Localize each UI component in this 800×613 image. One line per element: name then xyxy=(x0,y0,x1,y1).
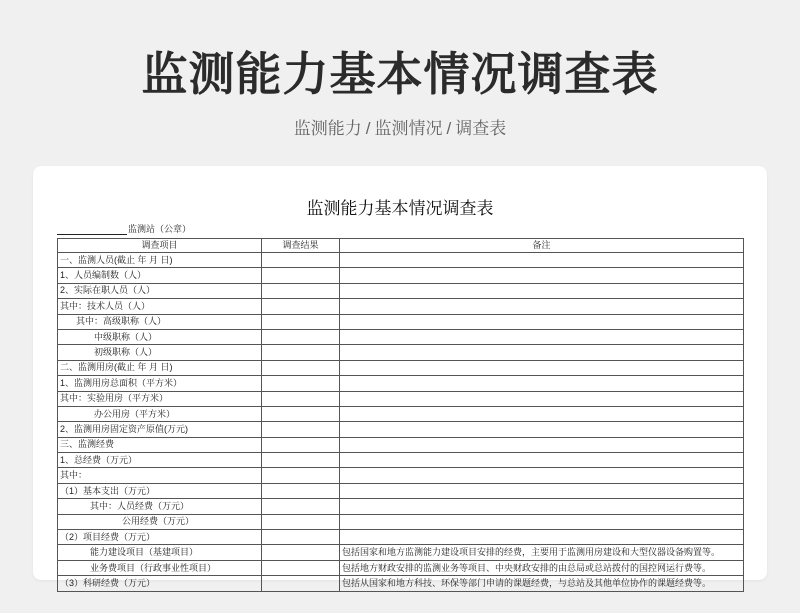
survey-item-cell: 1、监测用房总面积（平方米） xyxy=(58,376,262,391)
survey-item-cell: 2、监测用房固定资产原值(万元) xyxy=(58,422,262,437)
table-header-row xyxy=(58,239,744,253)
survey-item-cell: 二、监测用房(截止 年 月 日) xyxy=(58,360,262,375)
breadcrumb-separator: / xyxy=(365,119,371,138)
survey-result-cell[interactable] xyxy=(262,560,340,575)
survey-result-cell[interactable] xyxy=(262,437,340,452)
survey-item-cell: 一、监测人员(截止 年 月 日) xyxy=(58,253,262,268)
survey-note-cell xyxy=(340,499,744,514)
survey-item-cell: 其中：实验用房（平方米） xyxy=(58,391,262,406)
survey-note-cell xyxy=(340,468,744,483)
table-row xyxy=(58,406,744,421)
survey-item-cell: 其中：人员经费（万元） xyxy=(58,499,262,514)
breadcrumb-separator: / xyxy=(446,119,452,138)
table-row xyxy=(58,560,744,575)
survey-item-cell: （2）项目经费（万元） xyxy=(58,530,262,545)
survey-item-cell: 办公用房（平方米） xyxy=(58,406,262,421)
table-body xyxy=(58,253,744,592)
breadcrumb-item: 监测能力 xyxy=(293,119,362,138)
station-line xyxy=(57,222,191,235)
document-preview-card xyxy=(33,166,767,588)
survey-note-cell xyxy=(340,283,744,298)
survey-item-cell: 1、人员编制数（人） xyxy=(58,268,262,283)
survey-note-cell xyxy=(340,406,744,421)
column-header-result: 调查结果 xyxy=(262,239,340,253)
survey-result-cell[interactable] xyxy=(262,483,340,498)
survey-item-cell: 初级职称（人） xyxy=(58,345,262,360)
table-row xyxy=(58,391,744,406)
table-row xyxy=(58,530,744,545)
table-row xyxy=(58,314,744,329)
survey-note-cell: 包括国家和地方监测能力建设项目安排的经费，主要用于监测用房建设和大型仪器设备购置等。 xyxy=(340,545,744,560)
survey-result-cell[interactable] xyxy=(262,345,340,360)
column-header-note: 备注 xyxy=(340,239,744,253)
page-title: 监测能力基本情况调查表 xyxy=(141,48,659,100)
survey-result-cell[interactable] xyxy=(262,545,340,560)
breadcrumb xyxy=(0,114,800,139)
survey-note-cell xyxy=(340,314,744,329)
table-row xyxy=(58,453,744,468)
survey-result-cell[interactable] xyxy=(262,360,340,375)
station-name-blank xyxy=(57,234,127,235)
survey-item-cell: 2、实际在职人员（人） xyxy=(58,283,262,298)
table-row xyxy=(58,283,744,298)
station-label: 监测站（公章） xyxy=(128,224,192,234)
survey-result-cell[interactable] xyxy=(262,329,340,344)
survey-note-cell xyxy=(340,360,744,375)
survey-item-cell: 中级职称（人） xyxy=(58,329,262,344)
table-row xyxy=(58,499,744,514)
survey-result-cell[interactable] xyxy=(262,468,340,483)
table-row xyxy=(58,576,744,591)
survey-result-cell[interactable] xyxy=(262,376,340,391)
table-row xyxy=(58,329,744,344)
survey-note-cell xyxy=(340,268,744,283)
table-row xyxy=(58,299,744,314)
survey-note-cell: 包括地方财政安排的监测业务等项目、中央财政安排的由总局或总站拨付的国控网运行费等。 xyxy=(340,560,744,575)
survey-result-cell[interactable] xyxy=(262,268,340,283)
survey-result-cell[interactable] xyxy=(262,406,340,421)
survey-note-cell xyxy=(340,453,744,468)
survey-note-cell: 包括从国家和地方科技、环保等部门申请的课题经费，与总站及其他单位协作的课题经费等。 xyxy=(340,576,744,591)
survey-result-cell[interactable] xyxy=(262,514,340,529)
survey-result-cell[interactable] xyxy=(262,283,340,298)
survey-result-cell[interactable] xyxy=(262,422,340,437)
survey-item-cell: 业务费项目（行政事业性项目） xyxy=(58,560,262,575)
survey-note-cell xyxy=(340,437,744,452)
survey-note-cell xyxy=(340,329,744,344)
survey-note-cell xyxy=(340,483,744,498)
document-title: 监测能力基本情况调查表 xyxy=(306,199,494,218)
table-row xyxy=(58,345,744,360)
survey-table xyxy=(57,238,744,592)
survey-item-cell: 其中： xyxy=(58,468,262,483)
breadcrumb-item: 监测情况 xyxy=(374,119,443,138)
column-header-item: 调查项目 xyxy=(58,239,262,253)
survey-note-cell xyxy=(340,530,744,545)
survey-result-cell[interactable] xyxy=(262,499,340,514)
survey-note-cell xyxy=(340,253,744,268)
survey-note-cell xyxy=(340,376,744,391)
table-row xyxy=(58,437,744,452)
table-row xyxy=(58,253,744,268)
survey-item-cell: （3）科研经费（万元） xyxy=(58,576,262,591)
table-row xyxy=(58,376,744,391)
survey-result-cell[interactable] xyxy=(262,299,340,314)
survey-note-cell xyxy=(340,345,744,360)
survey-item-cell: 三、监测经费 xyxy=(58,437,262,452)
survey-result-cell[interactable] xyxy=(262,253,340,268)
table-row xyxy=(58,545,744,560)
survey-item-cell: （1）基本支出（万元） xyxy=(58,483,262,498)
survey-result-cell[interactable] xyxy=(262,576,340,591)
table-row xyxy=(58,422,744,437)
survey-result-cell[interactable] xyxy=(262,453,340,468)
table-row xyxy=(58,514,744,529)
survey-result-cell[interactable] xyxy=(262,530,340,545)
breadcrumb-item: 调查表 xyxy=(455,119,507,138)
survey-item-cell: 公用经费（万元） xyxy=(58,514,262,529)
table-row xyxy=(58,268,744,283)
survey-result-cell[interactable] xyxy=(262,391,340,406)
survey-note-cell xyxy=(340,514,744,529)
table-row xyxy=(58,483,744,498)
survey-item-cell: 其中：技术人员（人） xyxy=(58,299,262,314)
survey-item-cell: 1、总经费（万元） xyxy=(58,453,262,468)
survey-item-cell: 能力建设项目（基建项目） xyxy=(58,545,262,560)
survey-note-cell xyxy=(340,299,744,314)
survey-note-cell xyxy=(340,391,744,406)
survey-item-cell: 其中：高级职称（人） xyxy=(58,314,262,329)
table-row xyxy=(58,468,744,483)
survey-result-cell[interactable] xyxy=(262,314,340,329)
survey-note-cell xyxy=(340,422,744,437)
table-row xyxy=(58,360,744,375)
